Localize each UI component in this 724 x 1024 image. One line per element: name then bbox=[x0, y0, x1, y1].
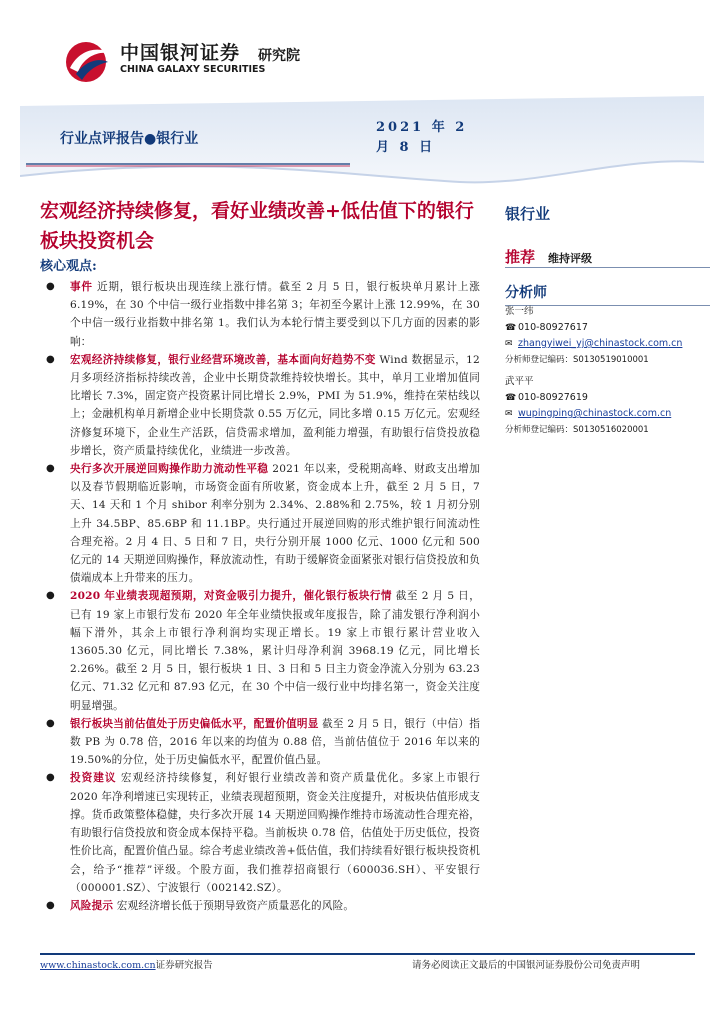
rating-value: 推荐 bbox=[505, 248, 536, 266]
research-institute-label: 研究院 bbox=[258, 48, 300, 64]
bullet-icon: ● bbox=[46, 899, 55, 911]
bullet-icon: ● bbox=[46, 717, 55, 729]
analyst-email[interactable]: zhangyiwei_yj@chinastock.com.cn bbox=[518, 338, 683, 349]
analyst-email-row bbox=[505, 336, 715, 352]
mail-icon: ✉ bbox=[505, 409, 513, 419]
core-view-list bbox=[40, 278, 480, 915]
bullet-text: 截至 2 月 5 日，已有 19 家上市银行发布 2020 年全年业绩快报或年度报告，除了浦发银行净利润小幅下滑外，其余上市银行净利润均实现正增长。19 家上市银行累计营业收入 13605.30 亿元，同比增长 7.38%，累计归母净利润 3968.19 亿元，同比增长 2.26%。截至 2 月 5 日，银行板块 1 日、3 日和 5 日主力资金净流入分别为 63.23 亿元、71.32 亿元和 87.93 亿元，在 30 个中信一级行业中均排名第一，资金关注度明显增强。 bbox=[70, 590, 480, 712]
list-item bbox=[40, 715, 480, 770]
core-view-label: 核心观点: bbox=[40, 259, 97, 274]
analyst-phone-row bbox=[505, 390, 715, 406]
bullet-highlight: 风险提示 bbox=[70, 899, 114, 912]
bullet-text: 宏观经济持续修复，利好银行业绩改善和资产质量优化。多家上市银行 2020 年净利增速已实现转正，业绩表现超预期，资金关注度提升，对板块估值形成支撑。货币政策整体稳健，央行多次开展 14 天期逆回购操作维持市场流动性合理充裕，有助银行信贷投放和资金成本保持平稳。当前板块 0.78 倍，估值处于历史低位，投资性价比高，配置价值凸显。综合考虑业绩改善+低估值，我们持续看好银行板块投资机会，给予“推荐”评级。个股方面，我们推荐招商银行（600036.SH）、平安银行（000001.SZ）、宁波银行（002142.SZ）。 bbox=[70, 772, 480, 894]
bullet-icon: ● bbox=[46, 353, 55, 365]
rating-sub-label: 维持评级 bbox=[548, 252, 592, 265]
bullet-icon: ● bbox=[46, 590, 55, 602]
report-type-label: 行业点评报告●银行业 bbox=[60, 131, 199, 147]
logo-cn-text: 中国银河证券 bbox=[120, 42, 241, 64]
bullet-text: 近期，银行板块出现连续上涨行情。截至 2 月 5 日，银行板块单月累计上涨 6.19%，在 30 个中信一级行业指数中排名第 3；年初至今累计上涨 12.99%，在 30 个中信一级行业指数中排名第 1。我们认为本轮行情主要受到以下几方面的因素的影响： bbox=[70, 281, 480, 348]
analyst-cert-label: 分析师登记编码： bbox=[505, 355, 574, 365]
bullet-icon: ● bbox=[46, 772, 55, 784]
list-item bbox=[40, 460, 480, 587]
footer-disclaimer: 请务必阅读正文最后的中国银河证券股份公司免责声明 bbox=[412, 960, 641, 971]
analyst-cert-row bbox=[505, 422, 715, 438]
bullet-text: 2021 年以来，受税期高峰、财政支出增加以及春节假期临近影响，市场资金面有所收紧，资金成本上升，截至 2 月 5 日，7 天、14 天和 1 个月 shibor 利率分别为 2.34%、2.88%和 2.75%，较 1 月初分别上升 34.5BP、85.6BP 和 11.1BP。央行通过开展逆回购的形式维护银行间流动性合理充裕。2 月 4 日、5 日和 7 日，央行分别开展 1000 亿元、1000 亿元和 500 亿元的 14 天期逆回购操作，释放流动性，有助于缓解资金面紧张对银行信贷投放和负债端成本上升带来的压力。 bbox=[70, 463, 481, 585]
analyst-phone: 010-80927617 bbox=[518, 322, 588, 333]
rating-row bbox=[505, 242, 710, 268]
company-logo bbox=[60, 34, 340, 90]
industry-label: 银行业 bbox=[505, 205, 551, 223]
footer-website-link[interactable]: www.chinastock.com.cn bbox=[40, 960, 156, 971]
analyst-cert-label: 分析师登记编码： bbox=[505, 425, 574, 435]
list-item bbox=[40, 769, 480, 896]
analyst-name: 武平平 bbox=[505, 376, 534, 387]
analyst-phone-row bbox=[505, 320, 715, 336]
mail-icon: ✉ bbox=[505, 339, 513, 349]
bullet-highlight: 事件 bbox=[70, 281, 93, 293]
analyst-cert-row bbox=[505, 352, 715, 368]
footer-left bbox=[40, 957, 213, 971]
galaxy-logo-icon bbox=[60, 34, 116, 90]
footer-left-suffix: 证券研究报告 bbox=[155, 960, 213, 971]
bullet-text: Wind 数据显示，12 月多项经济指标持续改善，企业中长期贷款维持较快增长。其中，单月工业增加值同比增长 7.3%，固定资产投资累计同比增长 2.9%，PMI 为 51.9%，维持在荣枯线以上；金融机构单月新增企业中长期贷款 0.55 万亿元，同比多增 0.15 万亿元。宏观经济修复环境下，企业生产活跃，信贷需求增加，盈利能力增强，有助银行信贷投放稳步增长，资产质量持续优化，业绩进一步改善。 bbox=[70, 353, 480, 457]
analyst-cert: S0130519010001 bbox=[573, 355, 649, 365]
bullet-highlight: 宏观经济持续修复，银行业经营环境改善，基本面向好趋势不变 bbox=[70, 353, 376, 366]
list-item bbox=[40, 587, 480, 714]
bullet-highlight: 银行板块当前估值处于历史偏低水平，配置价值明显 bbox=[70, 717, 319, 730]
bullet-text: 宏观经济增长低于预期导致资产质量恶化的风险。 bbox=[113, 899, 355, 912]
footer-divider bbox=[40, 953, 695, 955]
analyst-card bbox=[505, 374, 715, 438]
report-date: 2021 年 2 月 8 日 bbox=[376, 120, 468, 155]
phone-icon: ☎ bbox=[505, 323, 517, 333]
report-title: 宏观经济持续修复，看好业绩改善+低估值下的银行板块投资机会 bbox=[40, 200, 474, 252]
analyst-email-row bbox=[505, 406, 715, 422]
analyst-cert: S0130516020001 bbox=[573, 425, 649, 435]
bullet-highlight: 2020 年业绩表现超预期，对资金吸引力提升，催化银行板块行情 bbox=[70, 590, 392, 603]
list-item bbox=[40, 351, 480, 460]
list-item bbox=[40, 278, 480, 351]
logo-en-text: CHINA GALAXY SECURITIES bbox=[120, 64, 266, 75]
analyst-card bbox=[505, 304, 715, 368]
report-banner bbox=[20, 96, 704, 186]
bullet-highlight: 央行多次开展逆回购操作助力流动性平稳 bbox=[70, 463, 269, 476]
list-item bbox=[40, 897, 480, 915]
bullet-icon: ● bbox=[46, 281, 55, 292]
phone-icon: ☎ bbox=[505, 393, 517, 403]
analyst-email[interactable]: wupingping@chinastock.com.cn bbox=[518, 408, 672, 419]
bullet-text: 截至 2 月 5 日，银行（中信）指数 PB 为 0.78 倍，2016 年以来的均值为 0.88 倍，当前估值位于 2016 年以来的 19.50%的分位，处于历史偏低水平，配置价值凸显。 bbox=[70, 717, 480, 767]
analyst-phone: 010-80927619 bbox=[518, 392, 588, 403]
bullet-icon: ● bbox=[46, 463, 55, 475]
analyst-name: 张一纬 bbox=[505, 306, 534, 317]
bullet-highlight: 投资建议 bbox=[70, 772, 117, 785]
analyst-header: 分析师 bbox=[505, 282, 710, 306]
